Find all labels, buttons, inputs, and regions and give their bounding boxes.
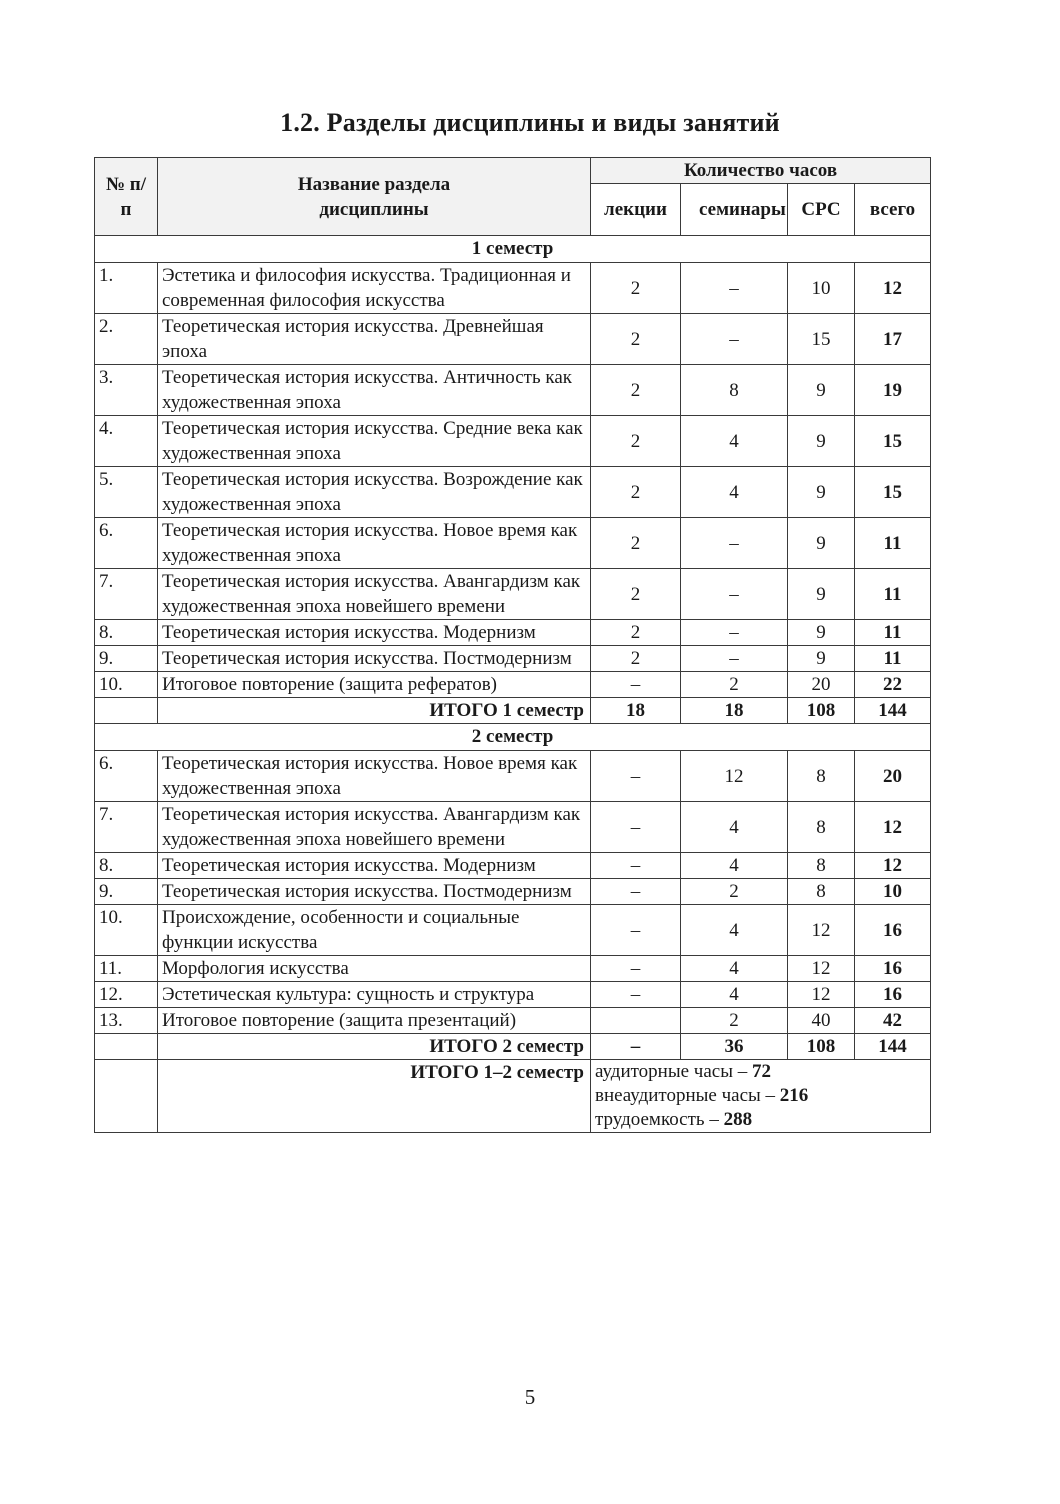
row-number: 9. xyxy=(95,879,158,905)
row-seminars: 4 xyxy=(681,467,788,518)
total-seminars: 18 xyxy=(681,698,788,724)
row-total: 22 xyxy=(855,672,931,698)
row-srs: 9 xyxy=(788,518,855,569)
row-number: 13. xyxy=(95,1008,158,1034)
row-number: 10. xyxy=(95,905,158,956)
row-lectures: – xyxy=(591,853,681,879)
row-seminars: 4 xyxy=(681,416,788,467)
header-lectures: лекции xyxy=(591,184,681,236)
row-number: 2. xyxy=(95,314,158,365)
row-number: 8. xyxy=(95,620,158,646)
semester-header-row xyxy=(95,236,931,263)
total-lectures: 18 xyxy=(591,698,681,724)
header-name: Название раздела дисциплины xyxy=(158,158,591,236)
row-lectures: – xyxy=(591,982,681,1008)
row-total: 12 xyxy=(855,853,931,879)
row-number: 4. xyxy=(95,416,158,467)
row-number: 6. xyxy=(95,751,158,802)
row-number: 12. xyxy=(95,982,158,1008)
row-section-name: Теоретическая история искусства. Древнейшая эпоха xyxy=(158,314,591,365)
row-seminars: – xyxy=(681,620,788,646)
semester-total-row xyxy=(95,698,931,724)
auditory-hours-line xyxy=(595,1060,924,1084)
row-lectures: 2 xyxy=(591,646,681,672)
row-total: 11 xyxy=(855,620,931,646)
row-lectures: 2 xyxy=(591,518,681,569)
row-number: 6. xyxy=(95,518,158,569)
semester-label: 1 семестр xyxy=(95,236,931,263)
row-srs: 8 xyxy=(788,802,855,853)
row-total: 15 xyxy=(855,416,931,467)
row-seminars: 2 xyxy=(681,672,788,698)
header-srs: СРС xyxy=(788,184,855,236)
total-lectures: – xyxy=(591,1034,681,1060)
row-seminars: – xyxy=(681,263,788,314)
total-seminars: 36 xyxy=(681,1034,788,1060)
row-lectures: 2 xyxy=(591,467,681,518)
header-hours-group: Количество часов xyxy=(591,158,931,184)
row-total: 16 xyxy=(855,982,931,1008)
row-srs: 40 xyxy=(788,1008,855,1034)
row-seminars: – xyxy=(681,569,788,620)
row-srs: 10 xyxy=(788,263,855,314)
row-section-name: Теоретическая история искусства. Авангардизм как художественная эпоха новейшего времени xyxy=(158,569,591,620)
row-lectures xyxy=(591,1008,681,1034)
total-srs: 108 xyxy=(788,1034,855,1060)
row-section-name: Теоретическая история искусства. Средние века как художественная эпоха xyxy=(158,416,591,467)
row-total: 11 xyxy=(855,646,931,672)
header-seminars: семинары xyxy=(681,184,788,236)
row-section-name: Происхождение, особенности и социальные функции искусства xyxy=(158,905,591,956)
row-srs: 9 xyxy=(788,646,855,672)
row-lectures: 2 xyxy=(591,416,681,467)
total-label: ИТОГО 1 семестр xyxy=(158,698,591,724)
row-srs: 9 xyxy=(788,467,855,518)
semester-label: 2 семестр xyxy=(95,724,931,751)
total-srs: 108 xyxy=(788,698,855,724)
row-number: 5. xyxy=(95,467,158,518)
row-lectures: – xyxy=(591,802,681,853)
header-num: № п/п xyxy=(95,158,158,236)
row-srs: 9 xyxy=(788,365,855,416)
table-row xyxy=(95,518,931,569)
table-row xyxy=(95,620,931,646)
row-seminars: 12 xyxy=(681,751,788,802)
row-section-name: Теоретическая история искусства. Модернизм xyxy=(158,853,591,879)
row-seminars: 2 xyxy=(681,1008,788,1034)
row-lectures: – xyxy=(591,751,681,802)
row-seminars: 4 xyxy=(681,982,788,1008)
table-row xyxy=(95,853,931,879)
row-section-name: Эстетика и философия искусства. Традиционная и современная философия искусства xyxy=(158,263,591,314)
row-total: 11 xyxy=(855,518,931,569)
auditory-hours-value: 72 xyxy=(751,1061,771,1082)
semester-header-row xyxy=(95,724,931,751)
row-srs: 12 xyxy=(788,956,855,982)
row-srs: 9 xyxy=(788,620,855,646)
table-row xyxy=(95,416,931,467)
row-number: 9. xyxy=(95,646,158,672)
table-row xyxy=(95,879,931,905)
table-row xyxy=(95,982,931,1008)
row-seminars: 2 xyxy=(681,879,788,905)
row-lectures: 2 xyxy=(591,314,681,365)
table-row xyxy=(95,365,931,416)
row-section-name: Итоговое повторение (защита рефератов) xyxy=(158,672,591,698)
grand-total-label: ИТОГО 1–2 семестр xyxy=(158,1060,591,1133)
table-body xyxy=(95,236,931,1133)
total-all: 144 xyxy=(855,1034,931,1060)
header-total: всего xyxy=(855,184,931,236)
table-row xyxy=(95,569,931,620)
table-row xyxy=(95,263,931,314)
row-seminars: 4 xyxy=(681,802,788,853)
row-number: 10. xyxy=(95,672,158,698)
row-lectures: 2 xyxy=(591,263,681,314)
row-section-name: Теоретическая история искусства. Античность как художественная эпоха xyxy=(158,365,591,416)
labor-intensity-value: 288 xyxy=(723,1109,753,1130)
auditory-hours-label: аудиторные часы – xyxy=(595,1061,752,1082)
row-total: 17 xyxy=(855,314,931,365)
row-total: 12 xyxy=(855,263,931,314)
table-row xyxy=(95,802,931,853)
row-section-name: Эстетическая культура: сущность и структура xyxy=(158,982,591,1008)
row-total: 11 xyxy=(855,569,931,620)
row-total: 16 xyxy=(855,905,931,956)
row-seminars: – xyxy=(681,518,788,569)
row-section-name: Итоговое повторение (защита презентаций) xyxy=(158,1008,591,1034)
row-number: 1. xyxy=(95,263,158,314)
labor-intensity-label: трудоемкость – xyxy=(595,1109,724,1130)
grand-total-empty-cell xyxy=(95,1060,158,1133)
total-label: ИТОГО 2 семестр xyxy=(158,1034,591,1060)
table-row xyxy=(95,314,931,365)
row-srs: 12 xyxy=(788,982,855,1008)
row-seminars: – xyxy=(681,646,788,672)
row-total: 15 xyxy=(855,467,931,518)
row-lectures: – xyxy=(591,879,681,905)
labor-intensity-line xyxy=(595,1108,924,1132)
total-empty-cell xyxy=(95,698,158,724)
disciplines-table xyxy=(94,157,931,1133)
row-total: 16 xyxy=(855,956,931,982)
row-srs: 12 xyxy=(788,905,855,956)
row-total: 12 xyxy=(855,802,931,853)
row-number: 11. xyxy=(95,956,158,982)
row-section-name: Теоретическая история искусства. Новое время как художественная эпоха xyxy=(158,751,591,802)
total-all: 144 xyxy=(855,698,931,724)
row-section-name: Теоретическая история искусства. Постмодернизм xyxy=(158,646,591,672)
table-row xyxy=(95,956,931,982)
row-seminars: 8 xyxy=(681,365,788,416)
row-srs: 9 xyxy=(788,569,855,620)
row-seminars: 4 xyxy=(681,956,788,982)
table-row xyxy=(95,751,931,802)
extra-hours-line xyxy=(595,1084,924,1108)
table-row xyxy=(95,1008,931,1034)
row-total: 20 xyxy=(855,751,931,802)
row-srs: 9 xyxy=(788,416,855,467)
row-section-name: Теоретическая история искусства. Возрождение как художественная эпоха xyxy=(158,467,591,518)
row-lectures: 2 xyxy=(591,365,681,416)
row-srs: 20 xyxy=(788,672,855,698)
row-seminars: – xyxy=(681,314,788,365)
table-row xyxy=(95,672,931,698)
row-srs: 8 xyxy=(788,853,855,879)
row-section-name: Теоретическая история искусства. Новое время как художественная эпоха xyxy=(158,518,591,569)
row-srs: 8 xyxy=(788,751,855,802)
row-total: 19 xyxy=(855,365,931,416)
row-total: 42 xyxy=(855,1008,931,1034)
row-lectures: 2 xyxy=(591,620,681,646)
row-number: 3. xyxy=(95,365,158,416)
extra-hours-label: внеаудиторные часы – xyxy=(595,1085,780,1106)
row-lectures: – xyxy=(591,905,681,956)
row-seminars: 4 xyxy=(681,853,788,879)
row-section-name: Морфология искусства xyxy=(158,956,591,982)
table-row xyxy=(95,646,931,672)
row-lectures: – xyxy=(591,956,681,982)
row-section-name: Теоретическая история искусства. Модернизм xyxy=(158,620,591,646)
grand-total-row xyxy=(95,1060,931,1133)
total-empty-cell xyxy=(95,1034,158,1060)
row-total: 10 xyxy=(855,879,931,905)
table-row xyxy=(95,905,931,956)
row-srs: 8 xyxy=(788,879,855,905)
table-row xyxy=(95,467,931,518)
row-section-name: Теоретическая история искусства. Авангардизм как художественная эпоха новейшего времени xyxy=(158,802,591,853)
page-number: 5 xyxy=(524,1385,536,1409)
row-lectures: 2 xyxy=(591,569,681,620)
row-lectures: – xyxy=(591,672,681,698)
row-srs: 15 xyxy=(788,314,855,365)
extra-hours-value: 216 xyxy=(779,1085,809,1106)
semester-total-row xyxy=(95,1034,931,1060)
row-number: 8. xyxy=(95,853,158,879)
row-number: 7. xyxy=(95,569,158,620)
page-title: 1.2. Разделы дисциплины и виды занятий xyxy=(280,108,780,137)
row-number: 7. xyxy=(95,802,158,853)
row-seminars: 4 xyxy=(681,905,788,956)
grand-total-summary xyxy=(591,1060,931,1133)
row-section-name: Теоретическая история искусства. Постмодернизм xyxy=(158,879,591,905)
